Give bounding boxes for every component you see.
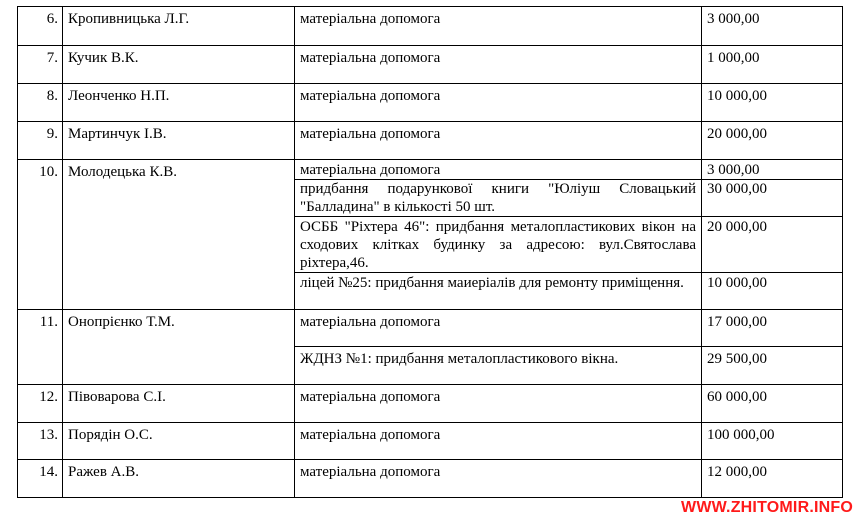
purpose-cell: придбання подарункової книги "Юліуш Словацький "Балладина" в кількості 50 шт. [295,180,702,217]
table-row [18,460,843,498]
purpose-cell: матеріальна допомога [295,7,702,46]
amount-cell: 29 500,00 [702,347,843,385]
row-number: 14. [18,460,63,498]
amount-cell: 3 000,00 [702,7,843,46]
purpose-cell: ЖДНЗ №1: придбання металопластикового вікна. [295,347,702,385]
table-row [18,122,843,160]
purpose-cell: матеріальна допомога [295,46,702,84]
site-watermark: WWW.ZHITOMIR.INFO [681,499,853,516]
row-number: 9. [18,122,63,160]
purpose-cell: матеріальна допомога [295,385,702,423]
table-row [18,7,843,46]
recipient-name: Мартинчук І.В. [63,122,295,160]
purpose-cell: ліцей №25: придбання маиеріалів для ремонту приміщення. [295,273,702,310]
recipient-name: Порядін О.С. [63,423,295,460]
row-number: 11. [18,310,63,385]
recipient-name: Молодецька К.В. [63,160,295,310]
purpose-cell: матеріальна допомога [295,423,702,460]
table-row [18,160,843,180]
recipient-name: Леонченко Н.П. [63,84,295,122]
amount-cell: 1 000,00 [702,46,843,84]
amount-cell: 17 000,00 [702,310,843,347]
purpose-cell: ОСББ "Ріхтера 46": придбання металопластикових вікон на сходових клітках будинку за адресою: вул.Святослава ріхтера,46. [295,217,702,273]
purpose-cell: матеріальна допомога [295,84,702,122]
purpose-cell: матеріальна допомога [295,122,702,160]
purpose-cell: матеріальна допомога [295,160,702,180]
table-row [18,385,843,423]
purpose-cell: матеріальна допомога [295,310,702,347]
amount-cell: 30 000,00 [702,180,843,217]
amount-cell: 10 000,00 [702,273,843,310]
row-number: 7. [18,46,63,84]
amount-cell: 20 000,00 [702,122,843,160]
row-number: 12. [18,385,63,423]
purpose-cell: матеріальна допомога [295,460,702,498]
amount-cell: 20 000,00 [702,217,843,273]
amount-cell: 3 000,00 [702,160,843,180]
recipient-name: Кропивницька Л.Г. [63,7,295,46]
recipient-name: Ражев А.В. [63,460,295,498]
recipient-name: Півоварова С.І. [63,385,295,423]
amount-cell: 100 000,00 [702,423,843,460]
amount-cell: 12 000,00 [702,460,843,498]
row-number: 6. [18,7,63,46]
table-row [18,84,843,122]
table-row [18,46,843,84]
row-number: 10. [18,160,63,310]
table-row [18,310,843,347]
amount-cell: 60 000,00 [702,385,843,423]
payments-table [17,6,843,498]
recipient-name: Кучик В.К. [63,46,295,84]
amount-cell: 10 000,00 [702,84,843,122]
recipient-name: Онопрієнко Т.М. [63,310,295,385]
table-row [18,423,843,460]
row-number: 13. [18,423,63,460]
row-number: 8. [18,84,63,122]
